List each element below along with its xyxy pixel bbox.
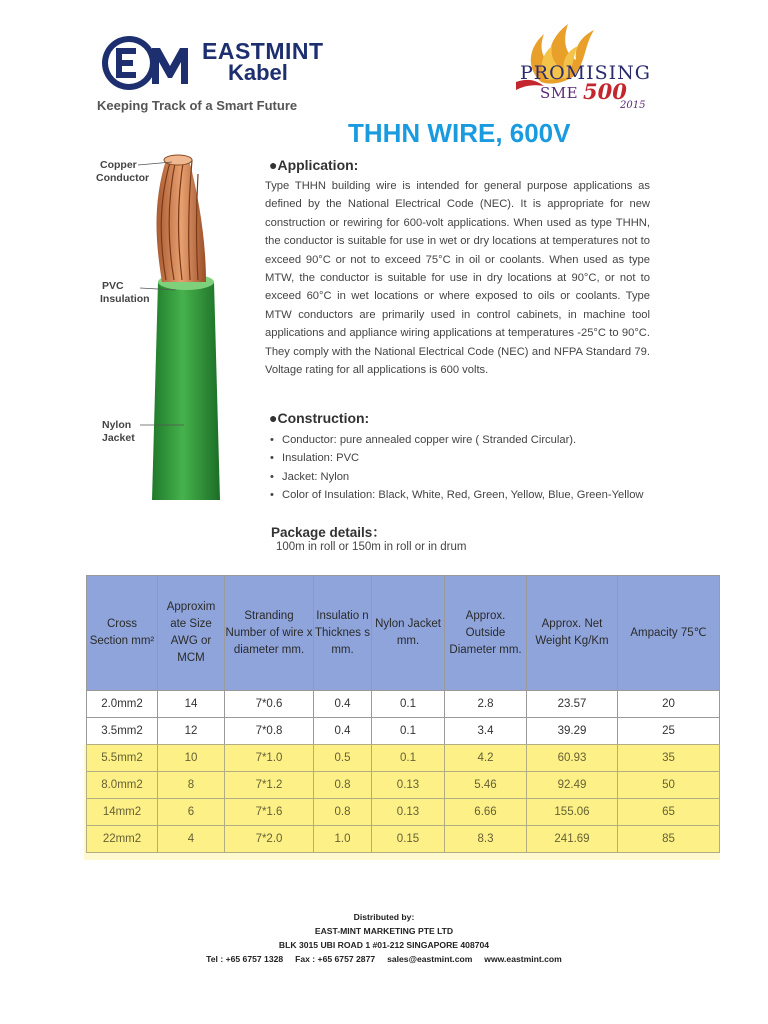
table-cell: 0.13: [372, 772, 445, 799]
table-cell: 0.1: [372, 718, 445, 745]
table-cell: 0.1: [372, 691, 445, 718]
table-cell: 35: [618, 745, 720, 772]
wire-cross-section-image: [96, 150, 256, 505]
table-cell: 0.15: [372, 826, 445, 853]
table-cell: 7*0.6: [225, 691, 314, 718]
table-cell: 25: [618, 718, 720, 745]
package-text: 100m in roll or 150m in roll or in drum: [276, 541, 467, 553]
table-cell: 7*1.6: [225, 799, 314, 826]
table-cell: 65: [618, 799, 720, 826]
table-row: [87, 826, 720, 853]
table-cell: 5.5mm2: [87, 745, 158, 772]
application-text: Type THHN building wire is intended for general purpose applications as defined by the National Electrical Code (NEC). It is appropriate for new construction or rewiring for 600-volt applications. When used as type THHN, the conductor is suitable for use in wet or dry locations at temperatures not to exceed 90°C or not to exceed 75°C in oil or coolants. When used as type MTW, the conductor is suitable for use in dry locations at 90°C, or not to exceed 60°C in wet locations or where exposed to oils or coolants. Type MTW conductors are primarily used in control cabinets, in machine tool applications and appliance wiring applications at temperatures -25°C to 90°C. They comply with the National Electrical Code (NEC) and NFPA Standard 79. Voltage rating for all applications is 600 volts.: [265, 180, 650, 377]
page-title: THHN WIRE, 600V: [348, 118, 571, 148]
table-cell: 0.13: [372, 799, 445, 826]
table-cell: 3.4: [445, 718, 527, 745]
table-cell: 20: [618, 691, 720, 718]
table-cell: 8.3: [445, 826, 527, 853]
table-cell: 4: [158, 826, 225, 853]
brand-name: EASTMINT: [202, 38, 324, 64]
construction-heading: ●Construction:: [269, 410, 370, 426]
col-header: Approxim ate Size AWG or MCM: [158, 576, 225, 691]
label-nylon: Nylon: [102, 419, 132, 431]
eastmint-logo-icon: [100, 34, 192, 92]
table-cell: 0.1: [372, 745, 445, 772]
table-cell: 85: [618, 826, 720, 853]
table-row: [87, 718, 720, 745]
label-conductor: Conductor: [96, 172, 150, 184]
spec-table: [86, 575, 720, 853]
col-header: Approx. Outside Diameter mm.: [445, 576, 527, 691]
col-header: Insulatio n Thicknes s mm.: [314, 576, 372, 691]
table-cell: 7*0.8: [225, 718, 314, 745]
footer-distributed-by: Distributed by:: [353, 912, 415, 922]
footer-address: BLK 3015 UBI ROAD 1 #01-212 SINGAPORE 408704: [278, 940, 490, 950]
badge-line2: SME: [540, 84, 579, 102]
table-cell: 14mm2: [87, 799, 158, 826]
badge-year: 2015: [620, 100, 646, 111]
table-cell: 12: [158, 718, 225, 745]
col-header: Approx. Net Weight Kg/Km: [527, 576, 618, 691]
badge-line3: 500: [583, 79, 627, 104]
col-header: Stranding Number of wire x diameter mm.: [225, 576, 314, 691]
table-cell: 0.8: [314, 799, 372, 826]
table-cell: 22mm2: [87, 826, 158, 853]
table-cell: 7*1.2: [225, 772, 314, 799]
table-cell: 60.93: [527, 745, 618, 772]
table-cell: 0.4: [314, 691, 372, 718]
table-row: [87, 772, 720, 799]
label-insulation: Insulation: [100, 293, 150, 305]
badge-line1: PROMISING: [520, 62, 651, 84]
table-cell: 6: [158, 799, 225, 826]
table-cell: 6.66: [445, 799, 527, 826]
table-row: [87, 691, 720, 718]
col-header: Nylon Jacket mm.: [372, 576, 445, 691]
table-cell: 23.57: [527, 691, 618, 718]
table-cell: 8: [158, 772, 225, 799]
table-row: [87, 745, 720, 772]
table-cell: 0.5: [314, 745, 372, 772]
table-cell: 241.69: [527, 826, 618, 853]
list-item: • Insulation: PVC: [270, 449, 644, 467]
table-cell: 14: [158, 691, 225, 718]
table-header-row: [87, 576, 720, 691]
table-cell: 4.2: [445, 745, 527, 772]
table-cell: 3.5mm2: [87, 718, 158, 745]
label-jacket: Jacket: [102, 432, 135, 444]
table-row: [87, 799, 720, 826]
package-heading: Package details：: [271, 525, 386, 540]
table-cell: 0.8: [314, 772, 372, 799]
construction-list: [270, 431, 644, 504]
table-cell: 92.49: [527, 772, 618, 799]
label-copper: Copper: [100, 159, 137, 171]
list-item: • Color of Insulation: Black, White, Red, Green, Yellow, Blue, Green-Yellow: [270, 486, 644, 504]
table-cell: 5.46: [445, 772, 527, 799]
table-cell: 10: [158, 745, 225, 772]
label-pvc: PVC: [102, 280, 124, 292]
table-cell: 2.0mm2: [87, 691, 158, 718]
table-cell: 1.0: [314, 826, 372, 853]
brand-subname: Kabel: [228, 60, 288, 85]
list-item: • Conductor: pure annealed copper wire ( Stranded Circular).: [270, 431, 644, 449]
table-cell: 2.8: [445, 691, 527, 718]
table-cell: 39.29: [527, 718, 618, 745]
table-cell: 8.0mm2: [87, 772, 158, 799]
table-cell: 155.06: [527, 799, 618, 826]
table-cell: 7*2.0: [225, 826, 314, 853]
col-header: Ampacity 75℃: [618, 576, 720, 691]
footer-contact: Tel : +65 6757 1328 Fax : +65 6757 2877 sales@eastmint.com www.eastmint.com: [206, 954, 562, 964]
table-cell: 0.4: [314, 718, 372, 745]
col-header: Cross Section mm²: [87, 576, 158, 691]
list-item: • Jacket: Nylon: [270, 468, 644, 486]
footer-company: EAST-MINT MARKETING PTE LTD: [314, 926, 454, 936]
table-cell: 50: [618, 772, 720, 799]
application-heading: ●Application:: [269, 157, 359, 173]
table-cell: 7*1.0: [225, 745, 314, 772]
tagline: Keeping Track of a Smart Future: [97, 98, 298, 113]
